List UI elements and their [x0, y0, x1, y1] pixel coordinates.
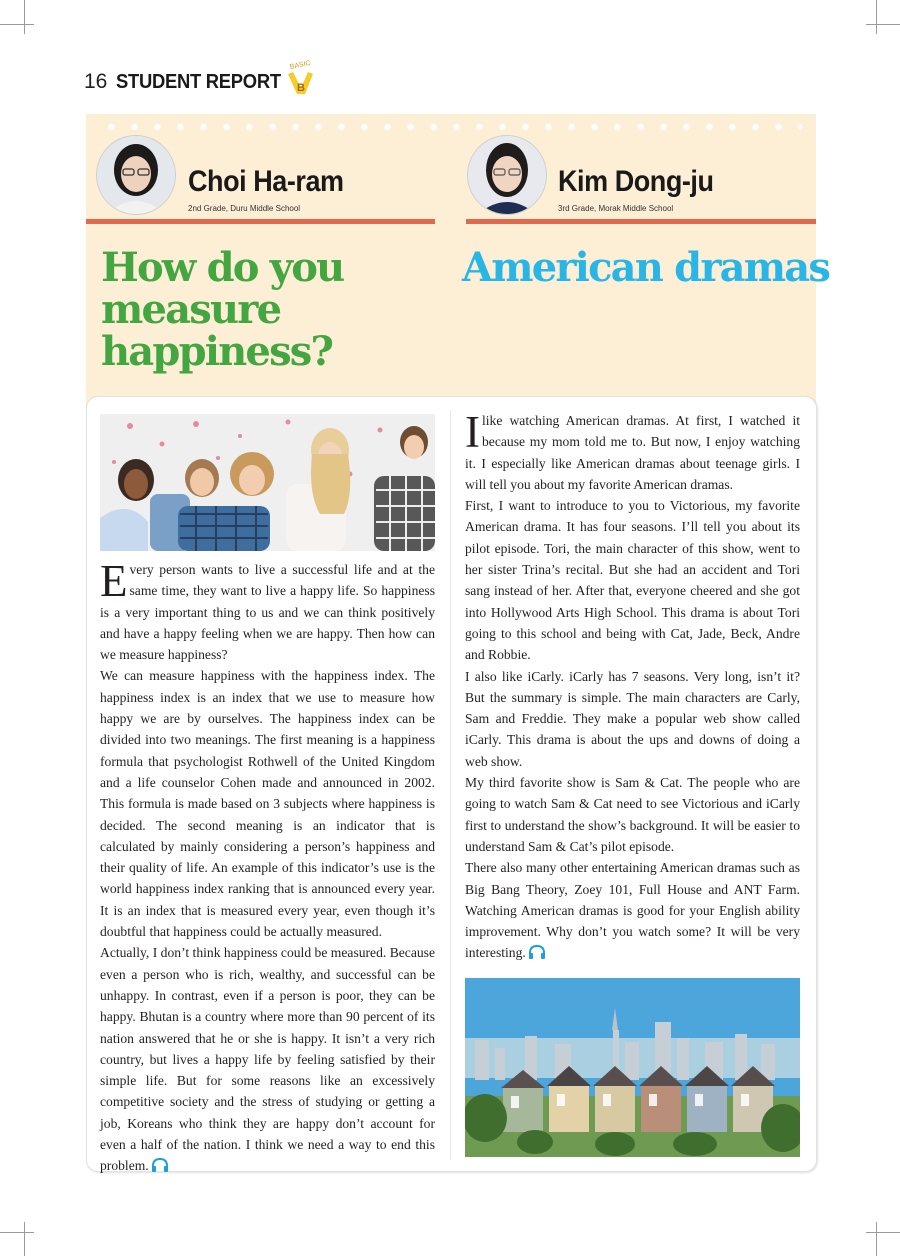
- badge-label: BASIC: [289, 59, 312, 72]
- article-text-left: [100, 556, 435, 1177]
- children-celebrating-image: [100, 414, 435, 551]
- crop-mark: [0, 24, 34, 25]
- author-name: Kim Dong-ju: [558, 165, 714, 198]
- section-title: STUDENT REPORT: [116, 71, 282, 93]
- basic-level-badge: [286, 58, 322, 102]
- article-paragraph: There also many other entertaining American dramas such as Big Bang Theory, Zoey 101, Full House and ANT Farm. Watching American dramas is good for your English ability improvement. Why don’t you watch some? It will be very interesting.: [465, 860, 800, 961]
- author-photo-right: [467, 135, 547, 215]
- column-divider: [450, 410, 451, 1160]
- author-school: 3rd Grade, Morak Middle School: [558, 204, 674, 213]
- drop-cap: I: [465, 407, 480, 457]
- crop-mark: [0, 1232, 34, 1233]
- crop-mark: [876, 1222, 877, 1256]
- headphones-icon: [528, 945, 546, 959]
- article-text-right: [465, 407, 800, 964]
- crop-mark: [866, 24, 900, 25]
- crop-mark: [876, 0, 877, 34]
- crop-mark: [866, 1232, 900, 1233]
- article-paragraph: I also like iCarly. iCarly has 7 seasons. Very long, isn’t it? But the summary is simple. The main characters are Carly, Sam and Freddie. They make a popular web show called iCarly. This drama is about the ups and downs of doing a web show.: [465, 668, 800, 769]
- article-headline-left: How do you measure happiness?: [101, 244, 344, 375]
- author-divider: [86, 219, 435, 224]
- author-divider: [466, 219, 816, 224]
- painted-ladies-photo: [465, 978, 800, 1157]
- author-school: 2nd Grade, Duru Middle School: [188, 204, 301, 213]
- article-paragraph: Every person wants to live a successful life and at the same time, they want to live a happy life. So happiness is a very important thing to us and we can think positively and have a happy feeling when we are happy. Then how can we measure happiness?: [100, 556, 435, 663]
- article-paragraph: We can measure happiness with the happiness index. The happiness index is an index that we use to measure how happy we are by ourselves. The happiness index can be divided into two meanings. The first meaning is a happiness formula that psychologist Rothwell of the United Kingdom and a life counselor Cohen made and announced in 2002. This formula is made based on 3 subjects where happiness is decided. The second meaning is an indicator that is calculated by mainly considering a person’s happiness and their quality of life. An example of this indicator’s use is the world happiness index ranking that is announced every year. It is an index that is measured every year, even though it’s doubtful that happiness could be actually measured.: [100, 668, 435, 940]
- student-portrait-icon: [468, 136, 546, 214]
- drop-cap: E: [100, 556, 128, 606]
- article-headline-right: American dramas: [462, 244, 830, 291]
- article-paragraph: My third favorite show is Sam & Cat. The people who are going to watch Sam & Cat need to see Victorious and iCarly first to understand the show’s background. It will be easier to understand Sam & Cat’s pilot episode.: [465, 775, 800, 854]
- headphones-icon: [151, 1158, 169, 1172]
- author-photo-left: [96, 135, 176, 215]
- article-paragraph: Actually, I don’t think happiness could be measured. Because even a person who is rich, wealthy, and successful can be unhappy. In contrast, even if a person is poor, they can be happy. Bhutan is a country where more than 90 percent of its nation answered that he or she is happy. It isn’t a very rich country, but lives a happy life by feeling satisfied by their simple life. But for some reasons like an excessively competitive society and the stress of studying or getting a job, Koreans who think they are happy don’t account for even a half of the nation. I think we need a way to end this problem.: [100, 945, 435, 1174]
- party-kids-photo: [100, 414, 435, 551]
- article-paragraph: Ilike watching American dramas. At first, I watched it because my mom told me to. But now, I enjoy watching it. I especially like American dramas about teenage girls. I will tell you about my favorite American dramas.: [465, 407, 800, 492]
- crop-mark: [24, 0, 25, 34]
- article-paragraph: First, I want to introduce to you to Victorious, my favorite American drama. It has four seasons. I’ll tell you about its pilot episode. Tori, the main character of this show, went to her sister Trina’s recital. But she had an accident and Tori sang instead of her. After that, everyone cheered and she got into Hollywood Arts High School. This drama is about Tori going to this school and being with Cat, Jade, Beck, Andre and Robbie.: [465, 498, 800, 663]
- author-name: Choi Ha-ram: [188, 165, 344, 198]
- crop-mark: [24, 1222, 25, 1256]
- page-header: [84, 70, 296, 110]
- san-francisco-houses-image: [465, 978, 800, 1157]
- badge-letter: B: [297, 82, 305, 94]
- student-portrait-icon: [97, 136, 175, 214]
- page-number: 16: [84, 70, 108, 93]
